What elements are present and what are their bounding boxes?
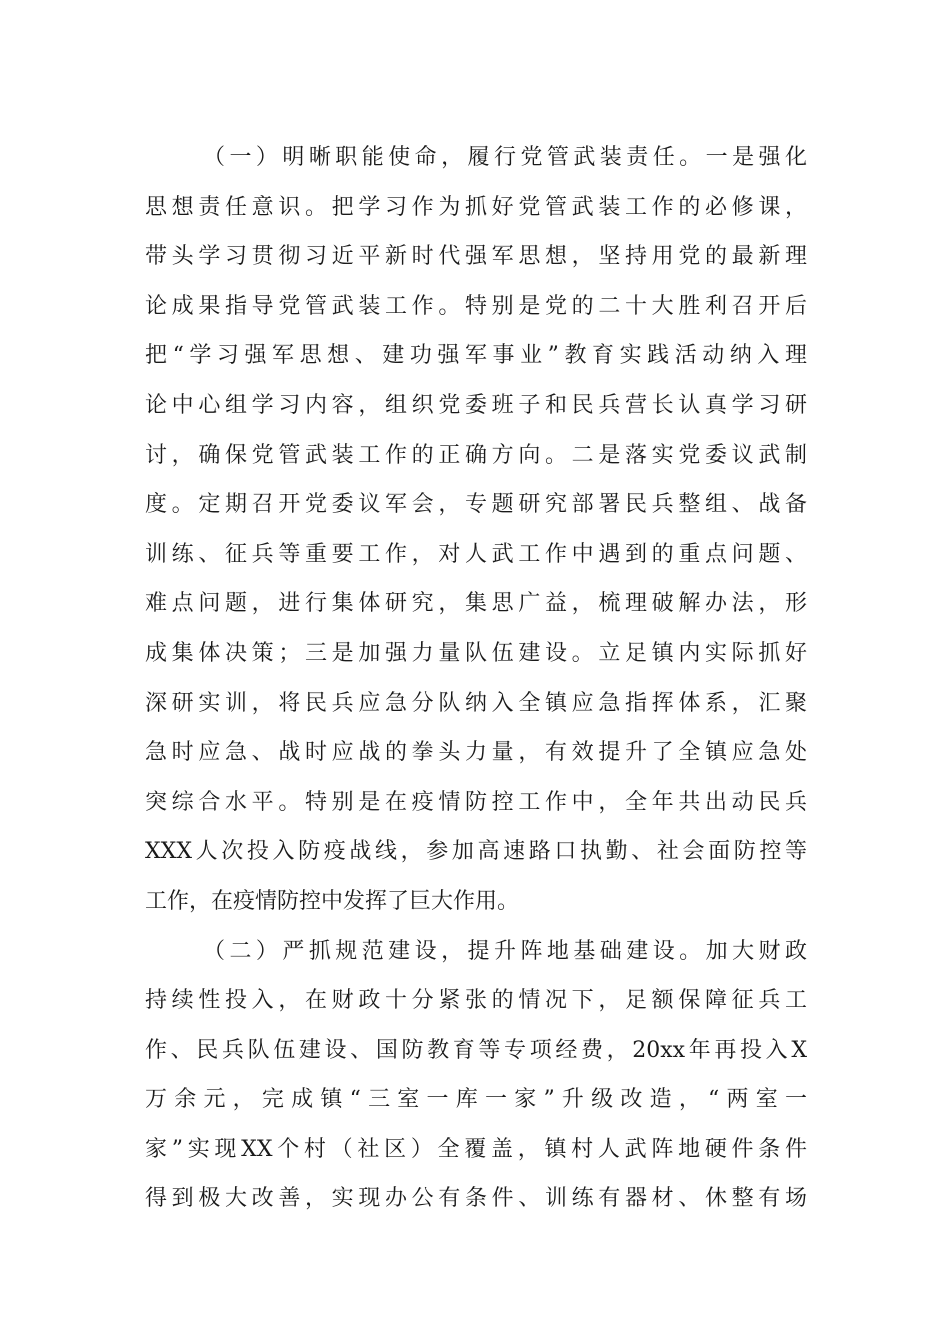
paragraph-1-line: 深研实训，将民兵应急分队纳入全镇应急指挥体系，汇聚: [145, 690, 807, 716]
paragraph-1-line: 思想责任意识。把学习作为抓好党管武装工作的必修课，: [145, 194, 807, 220]
paragraph-1-line: 难点问题，进行集体研究，集思广益，梳理破解办法，形: [145, 591, 807, 617]
paragraph-1-line: 把“学习强军思想、建功强军事业”教育实践活动纳入理: [145, 343, 807, 369]
paragraph-2-line: 作、民兵队伍建设、国防教育等专项经费，20xx年再投入X: [145, 1037, 807, 1063]
paragraph-1-line: 讨，确保党管武装工作的正确方向。二是落实党委议武制: [145, 442, 807, 468]
paragraph-1-line: 带头学习贯彻习近平新时代强军思想，坚持用党的最新理: [145, 244, 807, 270]
paragraph-1-line: （一）明晰职能使命，履行党管武装责任。一是强化: [203, 145, 807, 170]
paragraph-2-line: （二）严抓规范建设，提升阵地基础建设。加大财政: [203, 938, 807, 964]
paragraph-1-line: 成集体决策；三是加强力量队伍建设。立足镇内实际抓好: [145, 640, 807, 666]
paragraph-1-line: XXX人次投入防疫战线，参加高速路口执勤、社会面防控等: [145, 839, 807, 865]
paragraph-1-line: 论成果指导党管武装工作。特别是党的二十大胜利召开后: [145, 293, 807, 319]
paragraph-1-line: 突综合水平。特别是在疫情防控工作中，全年共出动民兵: [145, 789, 807, 815]
document-body: [145, 133, 807, 1224]
paragraph-2-line: 万余元，完成镇“三室一库一家”升级改造，“两室一: [145, 1087, 807, 1113]
paragraph-1-line: 度。定期召开党委议军会，专题研究部署民兵整组、战备: [145, 492, 807, 518]
paragraph-1-line: 急时应急、战时应战的拳头力量，有效提升了全镇应急处: [145, 740, 807, 766]
paragraph-1-line: 论中心组学习内容，组织党委班子和民兵营长认真学习研: [145, 392, 807, 418]
paragraph-2-line: 持续性投入，在财政十分紧张的情况下，足额保障征兵工: [145, 988, 807, 1014]
paragraph-1-line: 工作，在疫情防控中发挥了巨大作用。: [145, 888, 520, 914]
paragraph-2-line: 得到极大改善，实现办公有条件、训练有器材、休整有场: [145, 1186, 807, 1212]
paragraph-2-line: 家”实现XX个村（社区）全覆盖，镇村人武阵地硬件条件: [145, 1136, 807, 1162]
paragraph-1-line: 训练、征兵等重要工作，对人武工作中遇到的重点问题、: [145, 541, 807, 567]
